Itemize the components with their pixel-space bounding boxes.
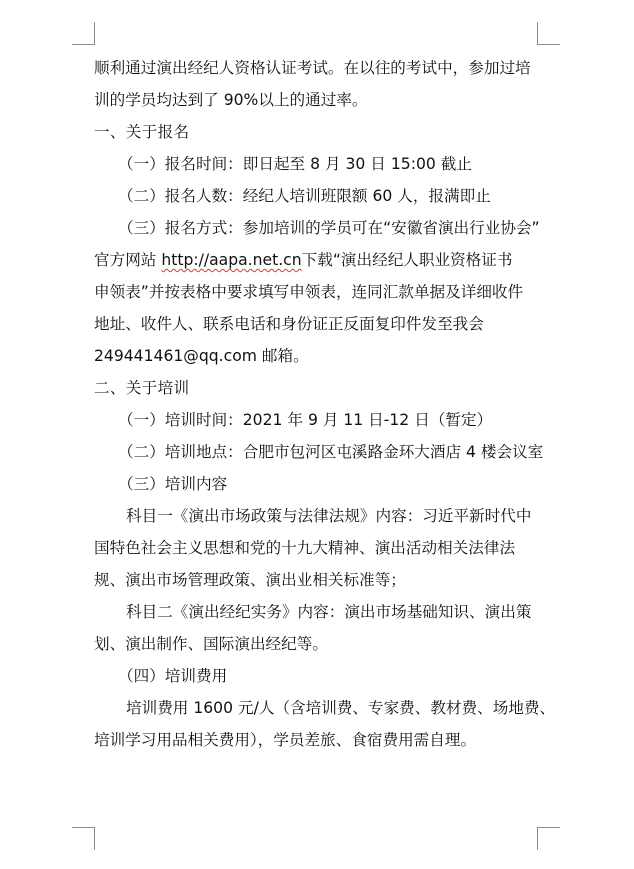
subject-two-line: 科目二《演出经纪实务》内容：演出市场基础知识、演出策	[126, 603, 532, 621]
training-fee-heading: （四）培训费用	[118, 667, 228, 685]
registration-time: （一）报名时间：即日起至 8 月 30 日 15:00 截止	[118, 155, 472, 173]
paragraph-line: 训的学员均达到了 90%以上的通过率。	[94, 91, 368, 109]
subject-one-line: 科目一《演出市场政策与法律法规》内容：习近平新时代中	[126, 507, 532, 525]
website-link[interactable]: http://aapa.net.cn	[161, 251, 302, 269]
crop-mark-top-right	[537, 22, 560, 45]
link-prefix-text: 官方网站	[94, 251, 162, 269]
training-time: （一）培训时间：2021 年 9 月 11 日-12 日（暂定）	[118, 411, 493, 429]
paragraph-line: 顺利通过演出经纪人资格认证考试。在以往的考试中，参加过培	[94, 59, 531, 77]
link-suffix-text: 下载“演出经纪人职业资格证书	[301, 251, 513, 269]
paragraph-line-with-link	[94, 244, 548, 276]
paragraph-line: 培训学习用品相关费用），学员差旅、食宿费用需自理。	[94, 731, 477, 749]
section-heading-registration: 一、关于报名	[94, 123, 190, 141]
crop-mark-bottom-left	[72, 827, 95, 850]
training-location: （二）培训地点：合肥市包河区屯溪路金环大酒店 4 楼会议室	[118, 443, 544, 461]
paragraph-line: 规、演出市场管理政策、演出业相关标准等；	[94, 571, 406, 589]
training-content-heading: （三）培训内容	[118, 475, 228, 493]
paragraph-line: 地址、收件人、联系电话和身份证正反面复印件发至我会	[94, 315, 484, 333]
email-line: 249441461@qq.com 邮箱。	[94, 347, 309, 365]
document-body	[94, 52, 556, 756]
crop-mark-top-left	[72, 22, 95, 45]
paragraph-line: 国特色社会主义思想和党的十九大精神、演出活动相关法律法	[94, 539, 516, 557]
crop-mark-bottom-right	[537, 827, 560, 850]
registration-method: （三）报名方式：参加培训的学员可在“安徽省演出行业协会”	[118, 219, 540, 237]
paragraph-line: 申领表”并按表格中要求填写申领表，连同汇款单据及详细收件	[94, 283, 524, 301]
paragraph-line: 划、演出制作、国际演出经纪等。	[94, 635, 328, 653]
registration-quota: （二）报名人数：经纪人培训班限额 60 人，报满即止	[118, 187, 491, 205]
section-heading-training: 二、关于培训	[94, 379, 190, 397]
training-fee-line: 培训费用 1600 元/人（含培训费、专家费、教材费、场地费、	[126, 699, 556, 717]
